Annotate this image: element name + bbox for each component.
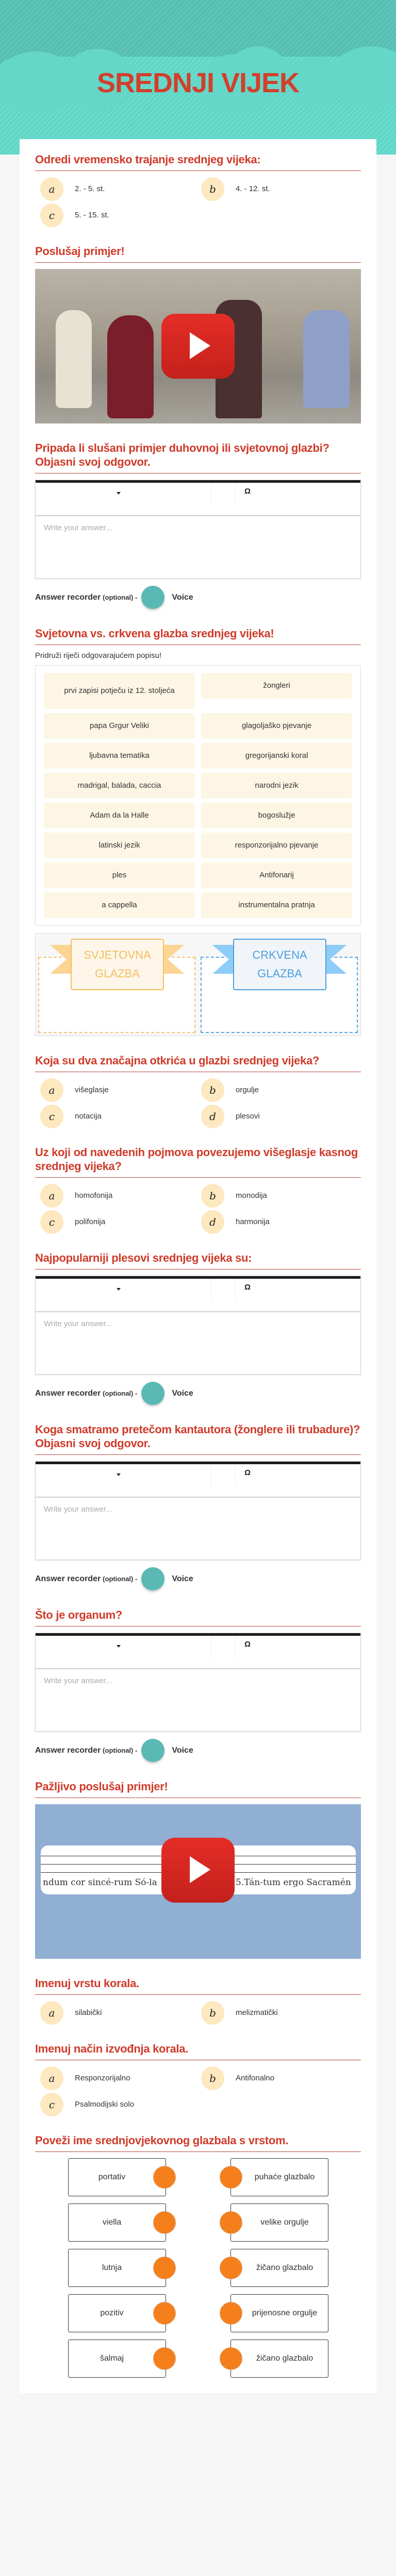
video-thumbnail-figure bbox=[303, 310, 350, 408]
option-text: melizmatički bbox=[236, 2008, 278, 2017]
recorder-optional: (optional) - bbox=[103, 1389, 138, 1397]
recorder-label: Answer recorder bbox=[35, 1574, 101, 1583]
option-letter: a bbox=[40, 177, 63, 201]
play-icon[interactable] bbox=[161, 314, 235, 379]
option-text: 5. - 15. st. bbox=[75, 211, 109, 219]
option-letter: c bbox=[40, 1105, 63, 1128]
sort-items-box bbox=[35, 665, 361, 926]
editor-toolbar bbox=[36, 1276, 360, 1312]
recorder-label: Answer recorder bbox=[35, 592, 101, 602]
voice-label: Voice bbox=[172, 1745, 193, 1755]
editor-toolbar bbox=[36, 1633, 360, 1669]
special-char-button[interactable]: Ω bbox=[244, 1468, 251, 1477]
match-right-item[interactable]: prijenosne orgulje bbox=[230, 2294, 328, 2332]
video-player[interactable] bbox=[35, 1804, 361, 1959]
connector-handle[interactable] bbox=[153, 2347, 176, 2370]
special-char-button[interactable]: Ω bbox=[244, 1640, 251, 1649]
option-c[interactable] bbox=[40, 1105, 201, 1128]
question-title: Poslušaj primjer! bbox=[35, 245, 125, 258]
draggable-item[interactable]: a cappella bbox=[44, 892, 195, 918]
option-text: polifonija bbox=[75, 1217, 106, 1226]
record-button[interactable] bbox=[141, 1567, 164, 1590]
option-text: notacija bbox=[75, 1112, 102, 1121]
match-left-item[interactable]: šalmaj bbox=[68, 2340, 166, 2378]
connector-handle[interactable] bbox=[220, 2166, 242, 2189]
option-text: harmonija bbox=[236, 1217, 270, 1226]
question-13 bbox=[35, 2133, 361, 2378]
connector-handle[interactable] bbox=[153, 2166, 176, 2189]
option-c[interactable] bbox=[40, 1210, 201, 1233]
draggable-item[interactable]: narodni jezik bbox=[201, 773, 352, 799]
video-thumbnail-figure bbox=[56, 310, 92, 408]
option-letter: c bbox=[40, 204, 63, 227]
question-9 bbox=[35, 1608, 361, 1762]
option-letter: b bbox=[201, 2001, 224, 2025]
question-12 bbox=[35, 2042, 361, 2116]
recorder-label: Answer recorder bbox=[35, 1388, 101, 1398]
question-3 bbox=[35, 441, 361, 609]
option-text: homofonija bbox=[75, 1191, 113, 1200]
draggable-item[interactable]: ples bbox=[44, 862, 195, 888]
answer-recorder bbox=[35, 1382, 361, 1405]
answer-recorder bbox=[35, 586, 361, 609]
option-d[interactable] bbox=[201, 1210, 362, 1233]
match-left-item[interactable]: pozitiv bbox=[68, 2294, 166, 2332]
option-b[interactable] bbox=[201, 2066, 362, 2090]
option-c[interactable] bbox=[40, 2093, 201, 2116]
toolbar-divider bbox=[235, 483, 236, 505]
question-4 bbox=[35, 626, 361, 1036]
option-b[interactable] bbox=[201, 177, 362, 200]
header-banner bbox=[0, 0, 396, 155]
format-dropdown[interactable] bbox=[117, 1288, 121, 1291]
matching-area bbox=[35, 2158, 361, 2378]
draggable-item[interactable]: gregorijanski koral bbox=[201, 743, 352, 769]
draggable-item[interactable]: bogoslužje bbox=[201, 803, 352, 828]
option-a[interactable] bbox=[40, 1184, 201, 1207]
category-area bbox=[35, 933, 361, 1036]
voice-label: Voice bbox=[172, 592, 193, 602]
format-dropdown[interactable] bbox=[117, 492, 121, 495]
divider bbox=[35, 262, 361, 263]
question-2 bbox=[35, 244, 361, 423]
option-c[interactable] bbox=[40, 204, 201, 227]
option-letter: d bbox=[201, 1210, 224, 1234]
answer-recorder bbox=[35, 1567, 361, 1590]
toolbar-divider bbox=[235, 1279, 236, 1301]
draggable-item[interactable]: Adam da la Halle bbox=[44, 803, 195, 828]
option-a[interactable] bbox=[40, 2066, 201, 2090]
draggable-item[interactable]: žongleri bbox=[201, 673, 352, 699]
question-5 bbox=[35, 1054, 361, 1128]
voice-label: Voice bbox=[172, 1388, 193, 1398]
match-right-item[interactable]: puhaće glazbalo bbox=[230, 2158, 328, 2196]
score-lyrics-right: 5.Tán-tum ergo Sacramén bbox=[236, 1877, 351, 1888]
question-title: Odredi vremensko trajanje srednjeg vijeka: bbox=[35, 153, 261, 166]
toolbar-divider bbox=[235, 1636, 236, 1658]
format-dropdown[interactable] bbox=[117, 1645, 121, 1648]
category-label-crkvena: CRKVENA GLAZBA bbox=[233, 939, 326, 990]
answer-editor bbox=[35, 1276, 361, 1375]
option-letter: a bbox=[40, 1184, 63, 1208]
editor-toolbar bbox=[36, 480, 360, 516]
page-title: SREDNJI VIJEK bbox=[96, 67, 300, 98]
answer-editor bbox=[35, 1633, 361, 1732]
divider bbox=[35, 1994, 361, 1995]
question-11 bbox=[35, 1976, 361, 2024]
draggable-item[interactable]: Antifonarij bbox=[201, 862, 352, 888]
recorder-label: Answer recorder bbox=[35, 1745, 101, 1755]
option-letter: a bbox=[40, 2001, 63, 2025]
recorder-optional: (optional) - bbox=[103, 1747, 138, 1754]
record-button[interactable] bbox=[141, 586, 164, 609]
option-letter: a bbox=[40, 2066, 63, 2090]
draggable-item[interactable]: latinski jezik bbox=[44, 833, 195, 858]
option-text: 2. - 5. st. bbox=[75, 184, 105, 193]
format-dropdown[interactable] bbox=[117, 1473, 121, 1476]
connector-handle[interactable] bbox=[153, 2257, 176, 2279]
question-title: Pažljivo poslušaj primjer! bbox=[35, 1780, 168, 1793]
answer-editor bbox=[35, 480, 361, 579]
connector-handle[interactable] bbox=[220, 2302, 242, 2325]
question-title: Pripada li slušani primjer duhovnoj ili svjetovnoj glazbi? Objasni svoj odgovor. bbox=[35, 442, 329, 468]
option-letter: b bbox=[201, 2066, 224, 2090]
connector-handle[interactable] bbox=[153, 2211, 176, 2234]
special-char-button[interactable]: Ω bbox=[244, 487, 251, 496]
toolbar-divider bbox=[235, 1464, 236, 1487]
question-title: Što je organum? bbox=[35, 1608, 123, 1621]
option-letter: c bbox=[40, 1210, 63, 1234]
option-text: 4. - 12. st. bbox=[236, 184, 270, 193]
question-1 bbox=[35, 152, 361, 227]
option-text: Psalmodijski solo bbox=[75, 2100, 135, 2109]
editor-toolbar bbox=[36, 1462, 360, 1498]
option-a[interactable] bbox=[40, 2001, 201, 2024]
question-title: Uz koji od navedenih pojmova povezujemo višeglasje kasnog srednjeg vijeka? bbox=[35, 1146, 358, 1173]
answer-input[interactable]: Write your answer... bbox=[44, 1505, 112, 1514]
option-letter: d bbox=[201, 1105, 224, 1128]
question-title: Poveži ime srednjovjekovnog glazbala s vrstom. bbox=[35, 2134, 289, 2147]
record-button[interactable] bbox=[141, 1382, 164, 1405]
draggable-item[interactable]: instrumentalna pratnja bbox=[201, 892, 352, 918]
question-10 bbox=[35, 1780, 361, 1959]
question-title: Imenuj vrstu korala. bbox=[35, 1977, 139, 1990]
draggable-item[interactable]: ljubavna tematika bbox=[44, 743, 195, 769]
record-button[interactable] bbox=[141, 1739, 164, 1762]
question-title: Svjetovna vs. crkvena glazba srednjeg vijeka! bbox=[35, 627, 274, 640]
special-char-button[interactable]: Ω bbox=[244, 1283, 251, 1292]
connector-handle[interactable] bbox=[153, 2302, 176, 2325]
option-text: monodija bbox=[236, 1191, 267, 1200]
match-right-item[interactable]: žičano glazbalo bbox=[230, 2340, 328, 2378]
draggable-item[interactable]: papa Grgur Veliki bbox=[44, 713, 195, 739]
match-left-item[interactable]: viella bbox=[68, 2204, 166, 2242]
connector-handle[interactable] bbox=[220, 2347, 242, 2370]
option-b[interactable] bbox=[201, 1184, 362, 1207]
video-thumbnail-figure bbox=[107, 315, 154, 418]
option-letter: b bbox=[201, 1078, 224, 1102]
draggable-item[interactable]: glagoljaško pjevanje bbox=[201, 713, 352, 739]
question-7 bbox=[35, 1251, 361, 1405]
option-b[interactable] bbox=[201, 2001, 362, 2024]
option-text: višeglasje bbox=[75, 1086, 109, 1094]
option-letter: a bbox=[40, 1078, 63, 1102]
option-text: Antifonalno bbox=[236, 2074, 275, 2082]
question-title: Najpopularniji plesovi srednjeg vijeka su: bbox=[35, 1251, 252, 1264]
recorder-optional: (optional) - bbox=[103, 594, 138, 601]
score-lyrics-left: ndum cor sincé-rum Só-la bbox=[43, 1877, 157, 1888]
draggable-item[interactable]: madrigal, balada, caccia bbox=[44, 773, 195, 799]
match-right-item[interactable]: žičano glazbalo bbox=[230, 2249, 328, 2287]
question-title: Koga smatramo pretečom kantautora (žonglere ili trubadure)? Objasni svoj odgovor. bbox=[35, 1423, 360, 1450]
play-icon[interactable] bbox=[161, 1838, 235, 1903]
match-left-item[interactable]: portativ bbox=[68, 2158, 166, 2196]
option-text: plesovi bbox=[236, 1112, 260, 1121]
divider bbox=[35, 1177, 361, 1178]
draggable-item[interactable]: responzorijalno pjevanje bbox=[201, 833, 352, 858]
answer-editor bbox=[35, 1461, 361, 1560]
option-a[interactable] bbox=[40, 1078, 201, 1101]
question-6 bbox=[35, 1145, 361, 1233]
question-8 bbox=[35, 1422, 361, 1590]
answer-input[interactable]: Write your answer... bbox=[44, 1319, 112, 1328]
question-title: Koja su dva značajna otkrića u glazbi srednjeg vijeka? bbox=[35, 1054, 320, 1067]
divider bbox=[35, 2151, 361, 2152]
connector-handle[interactable] bbox=[220, 2211, 242, 2234]
category-label-svjetovna: SVJETOVNA GLAZBA bbox=[71, 939, 164, 990]
instruction: Pridruži riječi odgovarajućem popisu! bbox=[35, 651, 162, 660]
draggable-item[interactable]: prvi zapisi potječu iz 12. stoljeća bbox=[44, 673, 195, 709]
option-letter: b bbox=[201, 1184, 224, 1208]
option-a[interactable] bbox=[40, 177, 201, 200]
option-text: Responzorijalno bbox=[75, 2074, 130, 2082]
option-letter: c bbox=[40, 2093, 63, 2116]
option-letter: b bbox=[201, 177, 224, 201]
divider bbox=[35, 1454, 361, 1455]
match-left-item[interactable]: lutnja bbox=[68, 2249, 166, 2287]
connector-handle[interactable] bbox=[220, 2257, 242, 2279]
option-text: silabički bbox=[75, 2008, 102, 2017]
match-right-item[interactable]: velike orgulje bbox=[230, 2204, 328, 2242]
answer-input[interactable]: Write your answer... bbox=[44, 1676, 112, 1685]
option-d[interactable] bbox=[201, 1105, 362, 1128]
content-card bbox=[20, 139, 376, 2393]
voice-label: Voice bbox=[172, 1574, 193, 1583]
option-text: orgulje bbox=[236, 1086, 259, 1094]
recorder-optional: (optional) - bbox=[103, 1575, 138, 1583]
question-title: Imenuj način izvođnja korala. bbox=[35, 2042, 188, 2055]
answer-input[interactable]: Write your answer... bbox=[44, 523, 112, 532]
option-b[interactable] bbox=[201, 1078, 362, 1101]
answer-recorder bbox=[35, 1739, 361, 1762]
video-player[interactable] bbox=[35, 269, 361, 423]
